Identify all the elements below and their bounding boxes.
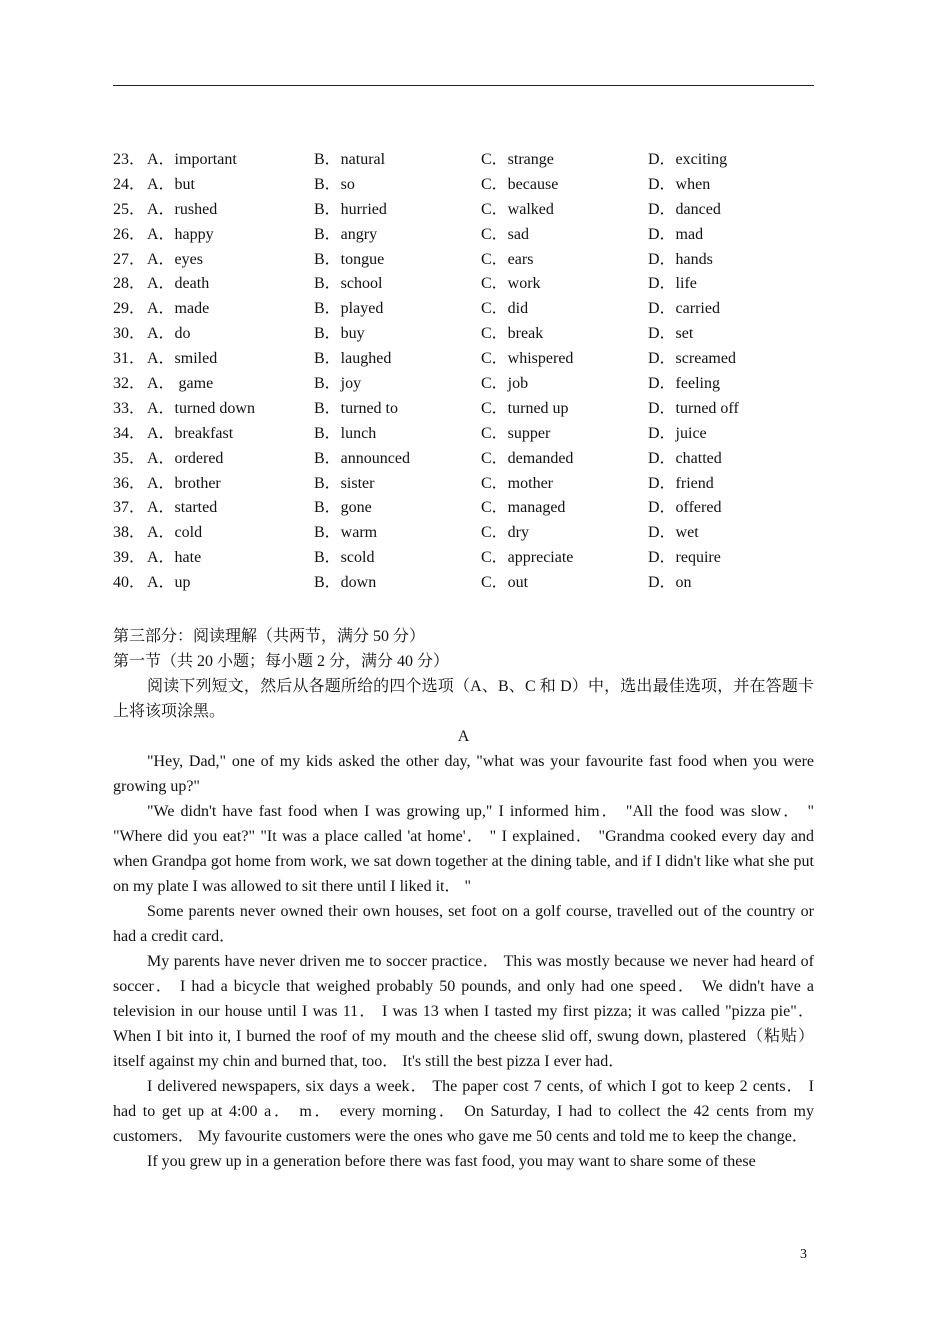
option-b: B．school <box>314 275 383 293</box>
option-a: A．breakfast <box>147 424 234 442</box>
option-a: A．turned down <box>147 399 255 417</box>
option-b: B．down <box>314 574 377 592</box>
option-b: B．scold <box>314 549 375 567</box>
option-b: B．laughed <box>314 350 392 368</box>
question-row <box>113 496 814 521</box>
option-c: C．whispered <box>481 350 574 368</box>
option-c: C．work <box>481 275 541 293</box>
option-c: C．strange <box>481 151 554 168</box>
option-c: C．mother <box>481 474 553 492</box>
question-number: 31． <box>113 350 146 368</box>
question-number: 39． <box>113 549 146 567</box>
option-b: B．angry <box>314 225 378 243</box>
option-b: B．turned to <box>314 399 398 417</box>
question-row <box>113 322 814 347</box>
question-row <box>113 422 814 447</box>
question-row <box>113 372 814 397</box>
option-a: A．ordered <box>147 449 224 467</box>
section-title: 第一节（共 20 小题；每小题 2 分，满分 40 分） <box>113 653 450 670</box>
option-b: B．natural <box>314 151 386 168</box>
passage-paragraph: I delivered newspapers, six days a week． The paper cost 7 cents, of which I got to keep 2 cents． I had to get up at 4:00 a． m． every morning． On Saturday, I had to collect the 42 cents from my customers． My favourite customers were the ones who gave me 50 cents and told me to keep the change． <box>113 1078 814 1145</box>
question-number: 40． <box>113 574 146 592</box>
option-a: A．made <box>147 300 210 318</box>
question-number: 35． <box>113 449 146 467</box>
option-d: D．hands <box>648 250 713 268</box>
option-a: A．smiled <box>147 350 218 368</box>
question-row <box>113 472 814 497</box>
option-d: D．offered <box>648 499 722 517</box>
passage-label: A <box>457 728 470 745</box>
option-c: C．turned up <box>481 399 569 417</box>
option-a: A．rushed <box>147 200 218 218</box>
question-row <box>113 571 814 596</box>
question-number: 34． <box>113 424 146 442</box>
option-b: B．gone <box>314 499 372 517</box>
option-a: A．do <box>147 325 191 343</box>
option-c: C．managed <box>481 499 566 517</box>
passage-paragraph: "Hey, Dad," one of my kids asked the other day, "what was your favourite fast food when you were growing up?" <box>113 753 814 795</box>
option-d: D．screamed <box>648 350 736 368</box>
option-c: C．break <box>481 325 544 343</box>
passage-paragraph: Some parents never owned their own houses, set foot on a golf course, travelled out of the country or had a credit card． <box>113 903 814 945</box>
passage-paragraph: My parents have never driven me to soccer practice． This was mostly because we never had heard of soccer． I had a bicycle that weighed probably 50 pounds, and only had one speed． We didn't have a television in our house until I was 11． I was 13 when I tasted my first pizza; it was called "pizza pie"． When I bit into it, I burned the roof of my mouth and the cheese slid off, swung down, plastered（粘贴）itself against my chin and burned that, too． It's still the best pizza I ever had． <box>113 953 814 1070</box>
option-a: A．cold <box>147 524 203 542</box>
option-c: C．supper <box>481 424 551 442</box>
question-number: 26． <box>113 225 146 243</box>
option-b: B．announced <box>314 449 410 467</box>
question-row <box>113 546 814 571</box>
option-c: C．ears <box>481 250 534 268</box>
passage-paragraph: "We didn't have fast food when I was growing up," I informed him． "All the food was slow． " "Where did you eat?" "It was a place called 'at home'． " I explained． "Grandma cooked every day and when Grandpa got home from work, we sat down together at the dining table, and if I didn't like what she put on my plate I was allowed to sit there until I liked it． " <box>113 803 814 895</box>
option-d: D．chatted <box>648 449 722 467</box>
question-number: 24． <box>113 175 146 193</box>
option-a: A．up <box>147 574 191 592</box>
option-a: A．eyes <box>147 250 203 268</box>
option-b: B．sister <box>314 474 375 492</box>
option-d: D．on <box>648 574 692 592</box>
question-row <box>113 447 814 472</box>
option-d: D．juice <box>648 424 707 442</box>
question-row <box>113 397 814 422</box>
option-a: A．important <box>147 151 237 168</box>
option-c: C．because <box>481 175 559 193</box>
option-c: C．job <box>481 375 529 393</box>
option-b: B．played <box>314 300 384 318</box>
question-number: 29． <box>113 300 146 318</box>
question-number: 30． <box>113 325 146 343</box>
option-d: D．danced <box>648 200 721 218</box>
option-b: B．so <box>314 175 355 193</box>
question-number: 33． <box>113 399 146 417</box>
question-number: 36． <box>113 474 146 492</box>
option-b: B．buy <box>314 325 365 343</box>
option-d: D．life <box>648 275 697 293</box>
option-d: D．when <box>648 175 711 193</box>
option-c: C．sad <box>481 225 530 243</box>
option-a: A．happy <box>147 225 214 243</box>
option-d: D．carried <box>648 300 720 318</box>
reading-section <box>113 624 814 1174</box>
question-number: 28． <box>113 275 146 293</box>
option-d: D．turned off <box>648 399 739 417</box>
passage-paragraph: If you grew up in a generation before there was fast food, you may want to share some of these <box>147 1153 756 1170</box>
question-row <box>113 148 814 173</box>
option-a: A．brother <box>147 474 221 492</box>
option-a: A．but <box>147 175 196 193</box>
question-row <box>113 297 814 322</box>
option-c: C．demanded <box>481 449 574 467</box>
question-row <box>113 248 814 273</box>
question-row <box>113 521 814 546</box>
header-rule <box>113 85 814 86</box>
question-row <box>113 173 814 198</box>
option-c: C．dry <box>481 524 530 542</box>
question-row <box>113 223 814 248</box>
option-b: B．tongue <box>314 250 385 268</box>
option-a: A．started <box>147 499 218 517</box>
question-number: 25． <box>113 200 146 218</box>
option-d: D．set <box>648 325 694 343</box>
option-b: B．warm <box>314 524 378 542</box>
option-d: D．wet <box>648 524 699 542</box>
option-d: D．require <box>648 549 721 567</box>
question-number: 32． <box>113 375 146 393</box>
option-c: C．appreciate <box>481 549 574 567</box>
page-number: 3 <box>800 1247 807 1262</box>
option-a: A．death <box>147 275 210 293</box>
option-a: A．hate <box>147 549 202 567</box>
option-d: D．mad <box>648 225 704 243</box>
option-d: D．friend <box>648 474 714 492</box>
question-number: 27． <box>113 250 146 268</box>
instruction: 阅读下列短文，然后从各题所给的四个选项（A、B、C 和 D）中，选出最佳选项，并在答题卡上将该项涂黑。 <box>113 678 814 720</box>
option-c: C．out <box>481 574 529 592</box>
option-b: B．hurried <box>314 200 387 218</box>
question-row <box>113 347 814 372</box>
answer-options-table <box>113 148 814 596</box>
question-number: 38． <box>113 524 146 542</box>
option-d: D．exciting <box>648 151 728 168</box>
option-a: A． game <box>147 375 214 393</box>
question-number: 37． <box>113 499 146 517</box>
option-d: D．feeling <box>648 375 720 393</box>
option-b: B．joy <box>314 375 362 393</box>
option-c: C．did <box>481 300 529 318</box>
question-row <box>113 272 814 297</box>
part-title: 第三部分：阅读理解（共两节，满分 50 分） <box>113 628 426 645</box>
option-c: C．walked <box>481 200 554 218</box>
question-number: 23． <box>113 151 146 168</box>
question-row <box>113 198 814 223</box>
option-b: B．lunch <box>314 424 377 442</box>
